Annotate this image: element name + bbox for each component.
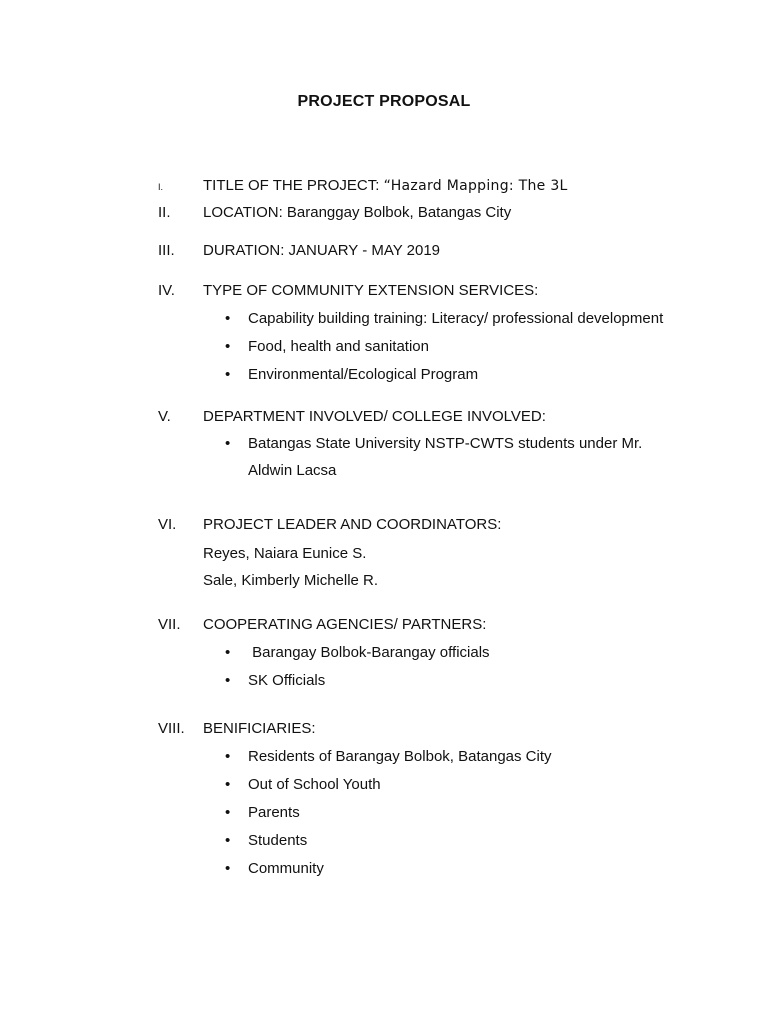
list-item-text: Environmental/Ecological Program [248,366,479,383]
list-item-text: Barangay Bolbok-Barangay officials [248,644,490,661]
bullet-icon: • [225,435,231,452]
section-number: V. [158,408,171,425]
section-heading [203,177,568,194]
section-number: I. [158,182,164,192]
list-item-text: Parents [248,804,300,821]
section-number: VI. [158,516,177,533]
bullet-icon: • [225,748,231,765]
list-item-text: Students [248,832,308,849]
section-heading: TYPE OF COMMUNITY EXTENSION SERVICES: [203,282,539,299]
list-item-text: Capability building training: Literacy/ professional development [248,310,664,327]
bullet-icon: • [225,644,231,661]
list-item-text: Community [248,860,324,877]
coordinator-name: Sale, Kimberly Michelle R. [203,572,379,589]
section-number: VIII. [158,720,185,737]
list-item-text: Food, health and sanitation [248,338,429,355]
list-item-text: SK Officials [248,672,326,689]
bullet-icon: • [225,366,231,383]
bullet-icon: • [225,804,231,821]
bullet-icon: • [225,860,231,877]
section-number: IV. [158,282,175,299]
section-heading: DEPARTMENT INVOLVED/ COLLEGE INVOLVED: [203,408,546,425]
section-number: III. [158,242,175,259]
bullet-icon: • [225,310,231,327]
document-title: PROJECT PROPOSAL [297,93,471,110]
bullet-icon: • [225,338,231,355]
section-label: TITLE OF THE PROJECT: [203,177,384,194]
coordinator-name: Reyes, Naiara Eunice S. [203,545,367,562]
section-number: II. [158,204,171,221]
list-item-text: Residents of Barangay Bolbok, Batangas City [248,748,552,765]
list-item-text: Batangas State University NSTP-CWTS students under Mr. [248,435,643,452]
section-number: VII. [158,616,181,633]
section-heading: PROJECT LEADER AND COORDINATORS: [203,516,502,533]
project-title-value: “Hazard Mapping: The 3L [383,178,568,194]
list-item-text: Out of School Youth [248,776,381,793]
section-heading: DURATION: JANUARY - MAY 2019 [203,242,441,259]
bullet-icon: • [225,832,231,849]
bullet-icon: • [225,672,231,689]
section-heading: COOPERATING AGENCIES/ PARTNERS: [203,616,487,633]
section-heading: BENIFICIARIES: [203,720,316,737]
list-item-text: Aldwin Lacsa [248,462,337,479]
section-heading: LOCATION: Baranggay Bolbok, Batangas City [203,204,512,221]
bullet-icon: • [225,776,231,793]
